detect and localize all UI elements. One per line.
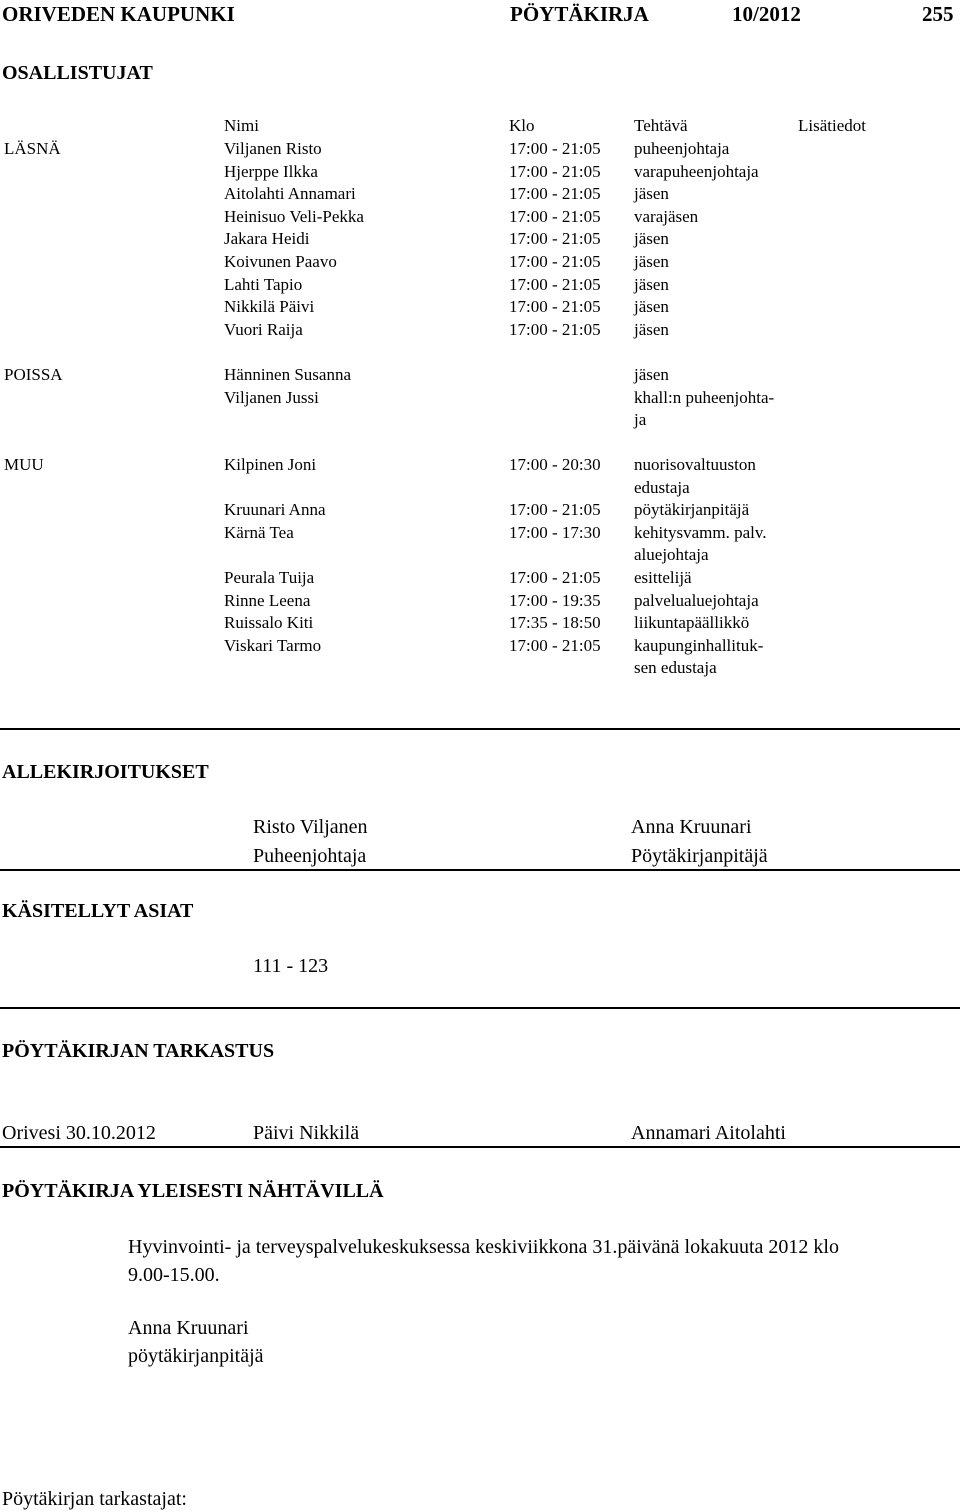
col-header-name: Nimi: [224, 116, 259, 135]
participant-time: 17:00 - 21:05: [509, 229, 601, 249]
participant-role: khall:n puheenjohta-: [634, 387, 775, 407]
participant-time: 17:00 - 21:05: [509, 297, 601, 317]
participant-name: Jakara Heidi: [224, 229, 310, 249]
participant-name: Kilpinen Joni: [224, 455, 317, 474]
table-row: [0, 364, 960, 387]
org-name: ORIVEDEN KAUPUNKI: [2, 2, 235, 26]
col-header-time: Klo: [509, 116, 535, 135]
participant-name: Heinisuo Veli-Pekka: [224, 206, 364, 226]
table-row: [0, 590, 960, 613]
absent-label: POISSA: [4, 365, 63, 384]
reviewer-1: Päivi Nikkilä: [253, 1122, 360, 1144]
public-signer-name: Anna Kruunari: [128, 1317, 249, 1339]
participant-role: esittelijä: [634, 568, 692, 587]
table-row-continuation: [0, 409, 960, 432]
reviewer-2: Annamari Aitolahti: [631, 1122, 786, 1144]
table-row-continuation: [0, 544, 960, 567]
chair-role: Puheenjohtaja: [253, 845, 367, 867]
participant-name: Ruissalo Kiti: [224, 613, 314, 633]
review-place-date: Orivesi 30.10.2012: [2, 1122, 156, 1144]
participant-time: 17:00 - 21:05: [509, 184, 601, 204]
other-label: MUU: [4, 455, 44, 474]
table-row: [0, 138, 960, 161]
participant-name: Viljanen Risto: [224, 139, 322, 158]
divider: [0, 728, 960, 730]
participant-role: varajäsen: [634, 206, 699, 226]
participant-name: Hänninen Susanna: [224, 365, 352, 384]
table-row-continuation: [0, 477, 960, 500]
public-signer-role: pöytäkirjanpitäjä: [128, 1345, 264, 1367]
matters-range: 111 - 123: [253, 955, 329, 977]
participant-role: jäsen: [634, 274, 669, 294]
participant-time: 17:00 - 17:30: [509, 522, 601, 542]
participant-role: jäsen: [634, 319, 669, 339]
table-row: [0, 635, 960, 658]
participant-time: 17:00 - 21:05: [509, 500, 601, 520]
participant-time: 17:00 - 21:05: [509, 252, 601, 271]
table-row: [0, 454, 960, 477]
table-row: [0, 612, 960, 635]
participant-time: 17:00 - 21:05: [509, 161, 601, 181]
doc-type: PÖYTÄKIRJA: [510, 2, 649, 26]
participant-name: Kruunari Anna: [224, 500, 326, 520]
participant-role: varapuheenjohtaja: [634, 161, 759, 181]
participant-name: Rinne Leena: [224, 590, 311, 610]
table-row: [0, 296, 960, 319]
participant-role-continued: sen edustaja: [634, 658, 717, 678]
public-text-line1: Hyvinvointi- ja terveyspalvelukeskuksessa keskiviikkona 31.päivänä lokakuuta 2012 klo: [128, 1236, 839, 1258]
participant-name: Nikkilä Päivi: [224, 297, 315, 317]
participant-name: Lahti Tapio: [224, 274, 303, 294]
col-header-info: Lisätiedot: [798, 116, 866, 135]
participant-name: Peurala Tuija: [224, 568, 315, 587]
participant-time: 17:00 - 19:35: [509, 590, 601, 610]
matters-title: KÄSITELLYT ASIAT: [2, 900, 194, 922]
divider: [0, 1146, 960, 1148]
participant-name: Viskari Tarmo: [224, 635, 322, 655]
signatures-title: ALLEKIRJOITUKSET: [2, 761, 209, 783]
participant-name: Kärnä Tea: [224, 522, 294, 542]
participant-role: jäsen: [634, 252, 669, 271]
table-row: [0, 251, 960, 274]
doc-number: 10/2012: [732, 2, 801, 26]
participant-role-continued: ja: [634, 410, 647, 430]
participant-role: jäsen: [634, 229, 669, 249]
chair-name: Risto Viljanen: [253, 816, 368, 838]
table-row: [0, 387, 960, 410]
participant-role: kaupunginhallituk-: [634, 635, 764, 655]
participant-name: Koivunen Paavo: [224, 252, 337, 271]
divider: [0, 869, 960, 871]
participant-time: 17:00 - 21:05: [509, 635, 601, 655]
participant-role-continued: aluejohtaja: [634, 545, 709, 565]
participants-title: OSALLISTUJAT: [2, 62, 153, 84]
public-title: PÖYTÄKIRJA YLEISESTI NÄHTÄVILLÄ: [2, 1180, 384, 1202]
participant-time: 17:00 - 21:05: [509, 139, 601, 158]
participant-role: liikuntapäällikkö: [634, 613, 750, 633]
public-text-line2: 9.00-15.00.: [128, 1264, 220, 1286]
participant-role: kehitysvamm. palv.: [634, 522, 767, 542]
review-title: PÖYTÄKIRJAN TARKASTUS: [2, 1040, 275, 1062]
participant-role: palvelualuejohtaja: [634, 590, 759, 610]
participant-role: jäsen: [634, 184, 669, 204]
table-row: [0, 567, 960, 590]
participant-name: Vuori Raija: [224, 319, 303, 339]
footer-reviewers-label: Pöytäkirjan tarkastajat:: [2, 1488, 187, 1510]
table-row: [0, 319, 960, 342]
secretary-name: Anna Kruunari: [631, 816, 752, 838]
participant-time: 17:35 - 18:50: [509, 613, 601, 633]
participant-time: 17:00 - 21:05: [509, 568, 601, 587]
participant-role: nuorisovaltuuston: [634, 455, 756, 474]
participant-role-continued: edustaja: [634, 477, 690, 497]
participant-role: puheenjohtaja: [634, 139, 730, 158]
col-header-role: Tehtävä: [634, 116, 688, 135]
secretary-role: Pöytäkirjanpitäjä: [631, 845, 768, 867]
participant-time: 17:00 - 21:05: [509, 274, 601, 294]
participant-time: 17:00 - 21:05: [509, 206, 601, 226]
divider: [0, 1007, 960, 1009]
table-row: [0, 161, 960, 184]
table-row: [0, 206, 960, 229]
table-row: [0, 522, 960, 545]
participant-name: Aitolahti Annamari: [224, 184, 356, 204]
participant-name: Hjerppe Ilkka: [224, 161, 318, 181]
participant-role: pöytäkirjanpitäjä: [634, 500, 750, 520]
table-row: [0, 274, 960, 297]
table-row: [0, 228, 960, 251]
participant-time: 17:00 - 21:05: [509, 319, 601, 339]
participant-time: 17:00 - 20:30: [509, 455, 601, 474]
page-number: 255: [922, 2, 954, 26]
table-row: [0, 499, 960, 522]
participant-name: Viljanen Jussi: [224, 387, 319, 407]
table-row: [0, 183, 960, 206]
present-label: LÄSNÄ: [4, 139, 61, 158]
participant-role: jäsen: [634, 365, 669, 384]
table-row-continuation: [0, 657, 960, 680]
participant-role: jäsen: [634, 297, 669, 317]
